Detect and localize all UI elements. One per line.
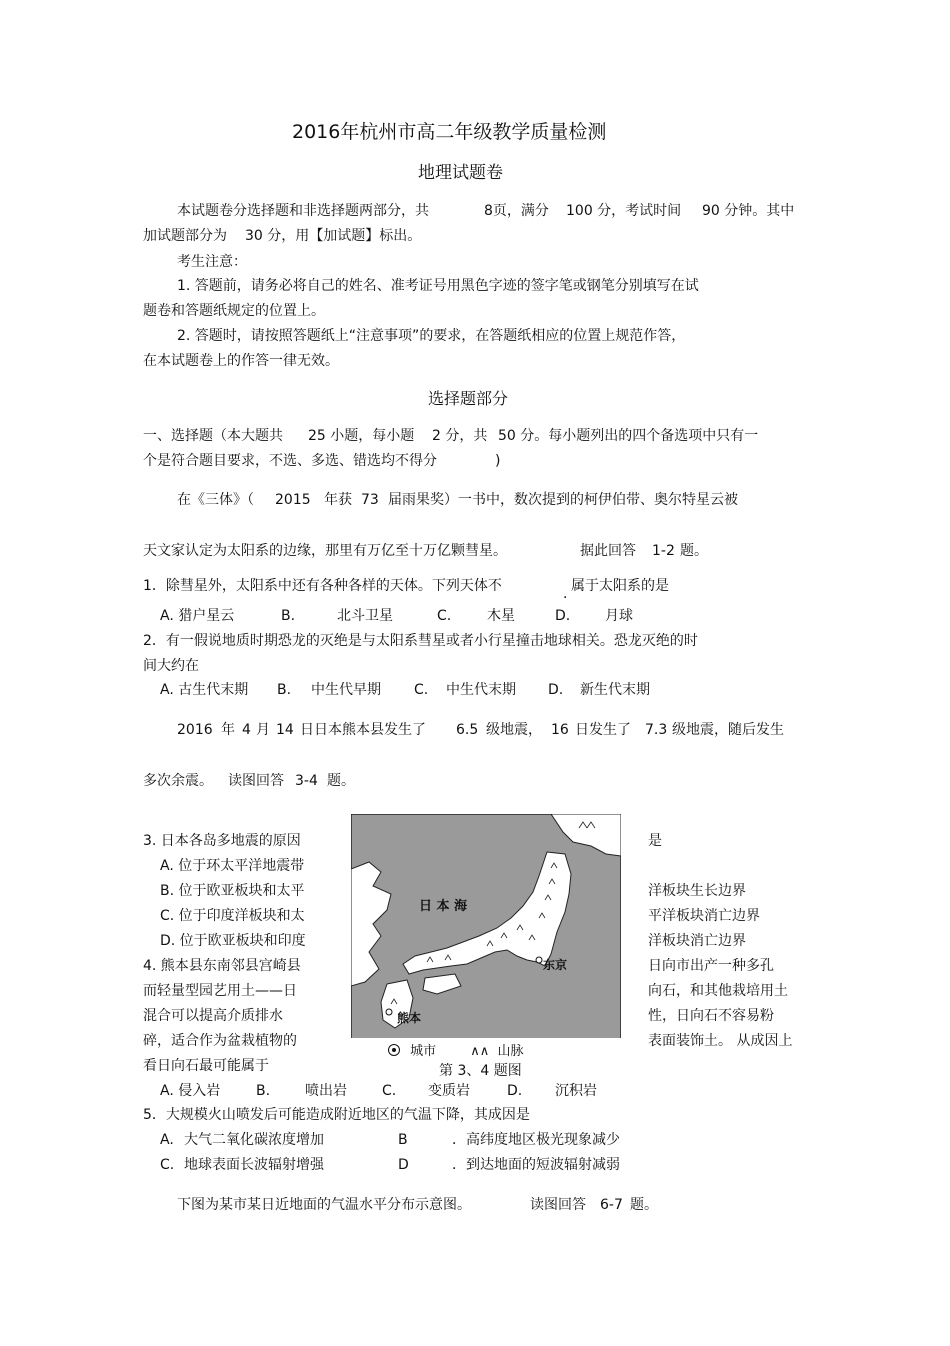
passage-text: 日发生了 [575, 722, 631, 738]
passage-text: 天文家认定为太阳系的边缘，那里有万亿至十万亿颗彗星。 [143, 543, 507, 559]
option-b: B. [281, 608, 296, 624]
option-b: B [398, 1132, 408, 1148]
question-stem: 日向市出产一种多孔 [648, 958, 774, 974]
passage-text: 日日本熊本县发生了 [300, 722, 426, 738]
kumamoto-city-icon [386, 1009, 392, 1015]
map-sea-label: 日 本 海 [419, 899, 468, 914]
intro-text: 30 分，用【加试题】标出。 [245, 228, 422, 244]
option-c: C. [160, 1157, 175, 1173]
option-b-text: ．高纬度地区极光现象减少 [452, 1132, 620, 1148]
passage-text: 3-4 [295, 773, 318, 789]
passage-text: 6.5 [456, 722, 479, 738]
option-b-text: 北斗卫星 [337, 608, 393, 624]
option-a-text: 大气二氧化碳浓度增加 [184, 1132, 324, 1148]
option-c-text: 变质岩 [428, 1083, 470, 1099]
passage-text: 73 [361, 492, 379, 508]
page-title: 2016年杭州市高二年级教学质量检测 [292, 121, 607, 143]
passage-text: 读图回答 [228, 773, 284, 789]
map-kumamoto-label: 熊本 [397, 1011, 422, 1025]
passage-text: 7.3 [645, 722, 668, 738]
notes-title: 考生注意： [177, 254, 247, 270]
option-b: B. [256, 1083, 271, 1099]
option-a: A. 猎户星云 [160, 608, 235, 624]
option-d: D. 位于欧亚板块和印度 [160, 933, 306, 949]
japan-map [351, 814, 621, 1039]
city-legend-icon [388, 1044, 400, 1056]
option-d: D. [555, 608, 571, 624]
option-d-text: 新生代末期 [580, 682, 650, 698]
passage-text: 级地震，随后发生 [672, 722, 784, 738]
option-d-cont: 洋板块消亡边界 [648, 933, 746, 949]
option-d-text: 月球 [605, 608, 633, 624]
option-d: D. [507, 1083, 523, 1099]
option-c: C. [414, 682, 429, 698]
question-stem: 间大约在 [143, 658, 199, 674]
passage-text: 1-2 [652, 543, 675, 559]
option-a: A. 侵入岩 [160, 1083, 221, 1099]
legend-city-label: 城市 [410, 1044, 437, 1059]
passage-text: 年获 [324, 492, 352, 508]
option-c: C. [382, 1083, 397, 1099]
passage-text: 读图回答 [530, 1197, 586, 1213]
section-desc: 2 分，共 [432, 428, 488, 444]
section-desc: 个是符合题目要求，不选、多选、错选均不得分 [143, 453, 437, 469]
passage-text: 题。 [630, 1197, 658, 1213]
passage-text: 年 [221, 722, 235, 738]
tokyo-city-icon [536, 957, 542, 963]
intro-text: 加试题部分为 [143, 228, 227, 244]
option-b: B. [277, 682, 292, 698]
note-item: 在本试题卷上的作答一律无效。 [143, 353, 339, 369]
option-c: C. [437, 608, 452, 624]
option-a: A. [160, 1132, 174, 1148]
question-stem: 性，日向石不容易粉 [648, 1008, 774, 1024]
passage-text: 月 [256, 722, 270, 738]
passage-text: 届雨果奖）一书中，数次提到的柯伊伯带、奥尔特星云被 [388, 492, 738, 508]
section-desc: 25 小题，每小题 [308, 428, 415, 444]
question-stem: 表面装饰土。 从成因上 [648, 1033, 793, 1049]
page-subtitle: 地理试题卷 [418, 163, 503, 183]
question-stem: 混合可以提高介质排水 [143, 1008, 283, 1024]
passage-text: 4 [242, 722, 251, 738]
intro-text: 本试题卷分选择题和非选择题两部分，共 [177, 203, 429, 219]
intro-text: 8页，满分 [484, 203, 549, 219]
note-item: 1. 答题前，请务必将自己的姓名、准考证号用黑色字迹的签字笔或钢笔分别填写在试 [177, 278, 699, 294]
intro-text: 100 分，考试时间 [566, 203, 682, 219]
question-stem: 而轻量型园艺用土——日 [143, 983, 297, 999]
question-stem: 向石，和其他栽培用土 [648, 983, 788, 999]
passage-text: 据此回答 [580, 543, 636, 559]
option-a: A. 位于环太平洋地震带 [160, 858, 305, 874]
section-title: 选择题部分 [428, 389, 509, 408]
passage-text: 2015 [275, 492, 311, 508]
question-stem: 3. 日本各岛多地震的原因 [143, 833, 301, 849]
option-b-text: 中生代早期 [311, 682, 381, 698]
option-c-text: 地球表面长波辐射增强 [184, 1157, 324, 1173]
passage-text: 16 [551, 722, 569, 738]
map-tokyo-label: 东京 [543, 958, 568, 972]
passage-text: 6-7 [600, 1197, 623, 1213]
option-d: D. [548, 682, 564, 698]
map-legend [388, 1040, 523, 1058]
passage-text: 下图为某市某日近地面的气温水平分布示意图。 [177, 1197, 471, 1213]
option-b: B. 位于欧亚板块和太平 [160, 883, 305, 899]
passage-text: 题。 [680, 543, 708, 559]
passage-text: 多次余震。 [143, 773, 213, 789]
passage-text: 14 [276, 722, 294, 738]
section-desc: ) [495, 453, 501, 469]
section-desc: 50 分。每小题列出的四个备选项中只有一 [498, 428, 759, 444]
option-c-cont: 平洋板块消亡边界 [648, 908, 760, 924]
option-a: A. 古生代末期 [160, 682, 249, 698]
option-d-text: 沉积岩 [555, 1083, 597, 1099]
option-d: D [398, 1157, 409, 1173]
question-stem: 5．大规模火山喷发后可能造成附近地区的气温下降，其成因是 [143, 1107, 530, 1123]
option-c-text: 中生代末期 [446, 682, 516, 698]
passage-text: 题。 [327, 773, 355, 789]
mountain-legend-icon: ∧∧ [470, 1044, 490, 1059]
figure-caption: 第 3、4 题图 [439, 1063, 522, 1079]
note-item: 题卷和答题纸规定的位置上。 [143, 303, 325, 319]
option-b-text: 喷出岩 [305, 1083, 347, 1099]
question-stem: 4. 熊本县东南邻县宫崎县 [143, 958, 301, 974]
question-stem: 是 [648, 833, 662, 849]
emphasis-dot: . [563, 586, 568, 602]
passage-text: 2016 [177, 722, 213, 738]
passage-text: 在《三体》（ [177, 492, 254, 508]
passage-text: 级地震， [486, 722, 542, 738]
question-stem: 碎，适合作为盆栽植物的 [143, 1033, 297, 1049]
question-stem: 1．除彗星外，太阳系中还有各种各样的天体。下列天体不 [143, 578, 502, 594]
option-b-cont: 洋板块生长边界 [648, 883, 746, 899]
section-desc: 一、选择题（本大题共 [143, 428, 283, 444]
question-stem: 属于太阳系的是 [571, 578, 669, 594]
option-d-text: ．到达地面的短波辐射减弱 [452, 1157, 620, 1173]
note-item: 2. 答题时，请按照答题纸上“注意事项”的要求，在答题纸相应的位置上规范作答， [177, 328, 686, 344]
intro-text: 90 分钟。其中 [702, 203, 795, 219]
legend-mountain-label: 山脉 [497, 1044, 524, 1059]
question-stem: 看日向石最可能属于 [143, 1058, 269, 1074]
option-c: C. 位于印度洋板块和太 [160, 908, 305, 924]
option-c-text: 木星 [487, 608, 515, 624]
map-legend-bg [351, 1038, 621, 1039]
question-stem: 2．有一假说地质时期恐龙的灭绝是与太阳系彗星或者小行星撞击地球相关。恐龙灭绝的时 [143, 633, 698, 649]
